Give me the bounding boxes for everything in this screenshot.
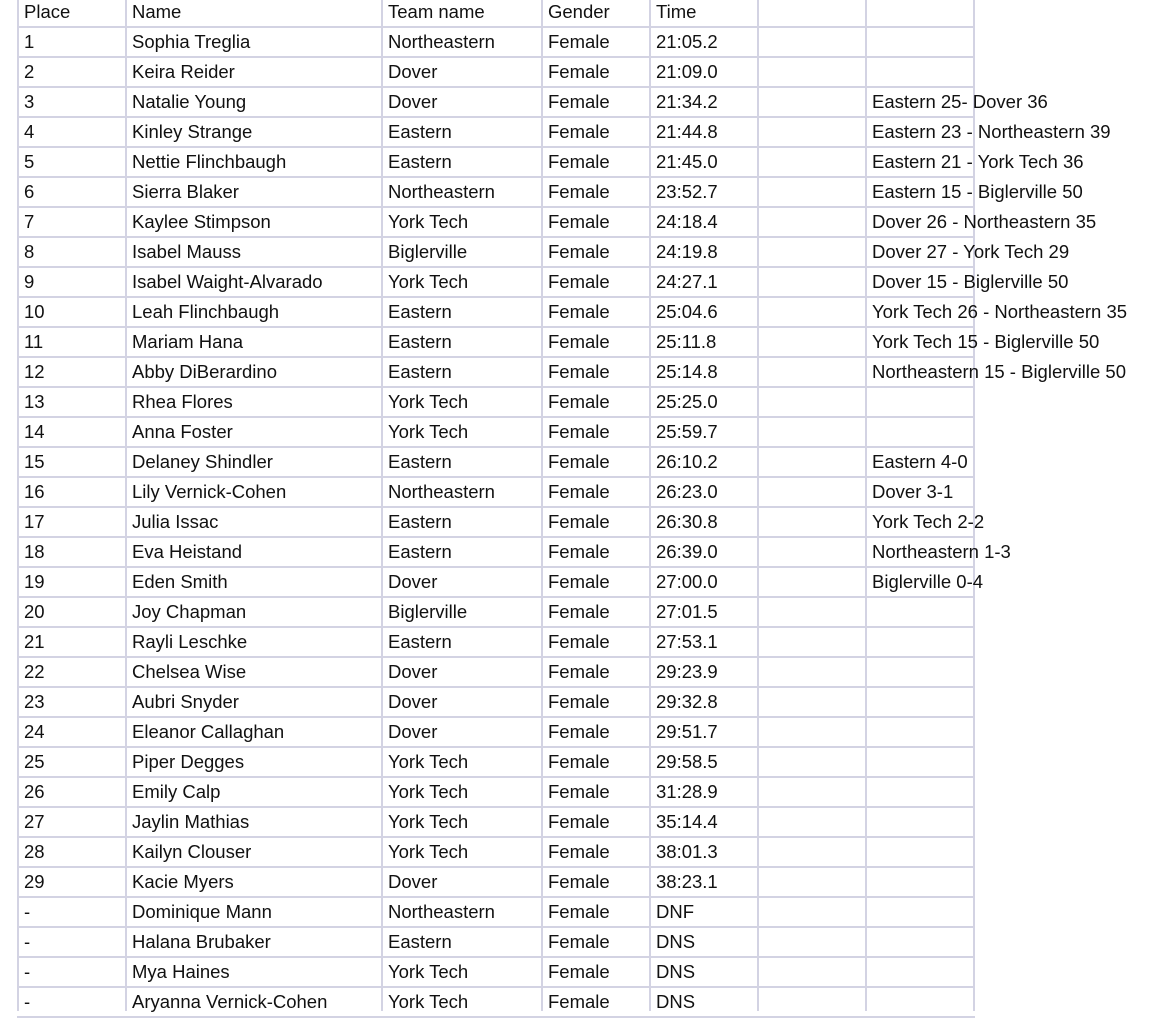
cell-extra[interactable] — [758, 147, 764, 177]
cell-team-name[interactable]: Dover — [388, 871, 438, 892]
cell-place[interactable]: 28 — [24, 841, 45, 862]
header-cell-extra[interactable] — [758, 0, 764, 27]
cell-place[interactable]: 7 — [24, 211, 35, 232]
cell-summary[interactable] — [866, 747, 872, 777]
cell-gender[interactable]: Female — [548, 541, 610, 562]
cell-team-name[interactable]: Dover — [388, 721, 438, 742]
cell-name[interactable]: Joy Chapman — [132, 601, 247, 622]
cell-name[interactable]: Isabel Mauss — [132, 241, 241, 262]
cell-extra[interactable] — [758, 867, 764, 897]
cell-extra[interactable] — [758, 657, 764, 687]
cell-team-name[interactable]: Northeastern — [388, 901, 495, 922]
cell-summary[interactable] — [866, 57, 872, 87]
cell-team-name[interactable]: York Tech — [388, 991, 469, 1012]
cell-time[interactable]: 29:51.7 — [656, 721, 718, 742]
cell-place[interactable]: 24 — [24, 721, 45, 742]
header-cell-team-name[interactable]: Team name — [388, 1, 485, 22]
cell-team-name[interactable]: York Tech — [388, 961, 469, 982]
cell-extra[interactable] — [758, 117, 764, 147]
cell-gender[interactable]: Female — [548, 391, 610, 412]
cell-summary[interactable] — [866, 657, 872, 687]
cell-team-name[interactable]: Eastern — [388, 631, 452, 652]
cell-name[interactable]: Chelsea Wise — [132, 661, 247, 682]
cell-place[interactable]: 11 — [24, 331, 44, 352]
cell-gender[interactable]: Female — [548, 451, 610, 472]
cell-time[interactable]: DNS — [656, 991, 696, 1012]
cell-summary[interactable] — [866, 987, 872, 1017]
cell-name[interactable]: Aubri Snyder — [132, 691, 239, 712]
cell-gender[interactable]: Female — [548, 61, 610, 82]
cell-extra[interactable] — [758, 537, 764, 567]
cell-gender[interactable]: Female — [548, 991, 610, 1012]
cell-place[interactable]: 17 — [24, 511, 45, 532]
cell-extra[interactable] — [758, 207, 764, 237]
cell-name[interactable]: Leah Flinchbaugh — [132, 301, 280, 322]
header-cell-name[interactable]: Name — [132, 1, 182, 22]
cell-name[interactable]: Piper Degges — [132, 751, 245, 772]
cell-place[interactable]: 1 — [24, 31, 35, 52]
cell-gender[interactable]: Female — [548, 691, 610, 712]
cell-time[interactable]: DNF — [656, 901, 695, 922]
cell-summary[interactable] — [866, 27, 872, 57]
cell-extra[interactable] — [758, 417, 764, 447]
cell-place[interactable]: 21 — [24, 631, 45, 652]
cell-summary[interactable] — [866, 957, 872, 987]
cell-place[interactable]: 12 — [24, 361, 45, 382]
cell-team-name[interactable]: Eastern — [388, 541, 452, 562]
cell-summary[interactable] — [866, 597, 872, 627]
cell-place[interactable]: - — [24, 961, 31, 982]
cell-extra[interactable] — [758, 267, 764, 297]
cell-gender[interactable]: Female — [548, 361, 610, 382]
cell-extra[interactable] — [758, 837, 764, 867]
cell-name[interactable]: Kaylee Stimpson — [132, 211, 271, 232]
cell-gender[interactable]: Female — [548, 481, 610, 502]
header-cell-time[interactable]: Time — [656, 1, 697, 22]
cell-gender[interactable]: Female — [548, 901, 610, 922]
cell-gender[interactable]: Female — [548, 421, 610, 442]
cell-team-name[interactable]: Eastern — [388, 511, 452, 532]
cell-summary[interactable]: Biglerville 0-4 — [872, 571, 984, 592]
cell-extra[interactable] — [758, 57, 764, 87]
cell-place[interactable]: 15 — [24, 451, 45, 472]
cell-summary[interactable]: York Tech 26 - Northeastern 35 — [872, 301, 1128, 322]
cell-team-name[interactable]: Dover — [388, 61, 438, 82]
cell-time[interactable]: 25:59.7 — [656, 421, 718, 442]
cell-place[interactable]: 8 — [24, 241, 35, 262]
cell-place[interactable]: 9 — [24, 271, 35, 292]
cell-extra[interactable] — [758, 747, 764, 777]
cell-gender[interactable]: Female — [548, 661, 610, 682]
cell-team-name[interactable]: York Tech — [388, 421, 469, 442]
cell-gender[interactable]: Female — [548, 511, 610, 532]
cell-place[interactable]: 25 — [24, 751, 45, 772]
cell-time[interactable]: 21:45.0 — [656, 151, 718, 172]
cell-time[interactable]: 26:39.0 — [656, 541, 718, 562]
cell-extra[interactable] — [758, 927, 764, 957]
cell-time[interactable]: 25:14.8 — [656, 361, 718, 382]
cell-name[interactable]: Lily Vernick-Cohen — [132, 481, 287, 502]
cell-gender[interactable]: Female — [548, 181, 610, 202]
cell-extra[interactable] — [758, 297, 764, 327]
cell-summary[interactable] — [866, 627, 872, 657]
cell-place[interactable]: 13 — [24, 391, 45, 412]
cell-time[interactable]: 25:25.0 — [656, 391, 718, 412]
cell-team-name[interactable]: Eastern — [388, 331, 452, 352]
cell-place[interactable]: 23 — [24, 691, 45, 712]
cell-extra[interactable] — [758, 327, 764, 357]
cell-summary[interactable]: York Tech 15 - Biglerville 50 — [872, 331, 1100, 352]
cell-place[interactable]: - — [24, 991, 31, 1012]
cell-team-name[interactable]: York Tech — [388, 391, 469, 412]
cell-time[interactable]: 29:32.8 — [656, 691, 718, 712]
cell-time[interactable]: 38:23.1 — [656, 871, 718, 892]
cell-name[interactable]: Sophia Treglia — [132, 31, 251, 52]
cell-time[interactable]: 21:34.2 — [656, 91, 718, 112]
cell-place[interactable]: 18 — [24, 541, 45, 562]
cell-extra[interactable] — [758, 777, 764, 807]
cell-time[interactable]: 24:27.1 — [656, 271, 718, 292]
cell-name[interactable]: Anna Foster — [132, 421, 233, 442]
cell-time[interactable]: 35:14.4 — [656, 811, 718, 832]
cell-name[interactable]: Dominique Mann — [132, 901, 272, 922]
cell-time[interactable]: 21:05.2 — [656, 31, 718, 52]
cell-place[interactable]: 19 — [24, 571, 45, 592]
cell-place[interactable]: 4 — [24, 121, 35, 142]
cell-summary[interactable]: Dover 26 - Northeastern 35 — [872, 211, 1097, 232]
cell-name[interactable]: Eva Heistand — [132, 541, 243, 562]
cell-team-name[interactable]: Dover — [388, 691, 438, 712]
cell-summary[interactable]: Eastern 21 - York Tech 36 — [872, 151, 1084, 172]
cell-name[interactable]: Delaney Shindler — [132, 451, 273, 472]
cell-place[interactable]: 6 — [24, 181, 35, 202]
cell-summary[interactable] — [866, 687, 872, 717]
cell-gender[interactable]: Female — [548, 871, 610, 892]
cell-extra[interactable] — [758, 507, 764, 537]
cell-name[interactable]: Emily Calp — [132, 781, 221, 802]
cell-name[interactable]: Kailyn Clouser — [132, 841, 252, 862]
cell-name[interactable]: Sierra Blaker — [132, 181, 239, 202]
cell-time[interactable]: 23:52.7 — [656, 181, 718, 202]
cell-name[interactable]: Eleanor Callaghan — [132, 721, 285, 742]
cell-place[interactable]: 5 — [24, 151, 35, 172]
cell-time[interactable]: DNS — [656, 931, 696, 952]
cell-name[interactable]: Nettie Flinchbaugh — [132, 151, 287, 172]
cell-summary[interactable]: Northeastern 15 - Biglerville 50 — [872, 361, 1126, 382]
cell-gender[interactable]: Female — [548, 91, 610, 112]
cell-summary[interactable] — [866, 717, 872, 747]
cell-summary[interactable] — [866, 807, 872, 837]
cell-summary[interactable] — [866, 897, 872, 927]
cell-extra[interactable] — [758, 627, 764, 657]
cell-summary[interactable] — [866, 927, 872, 957]
header-cell-summary[interactable] — [866, 0, 872, 27]
cell-team-name[interactable]: Eastern — [388, 361, 452, 382]
cell-time[interactable]: 21:09.0 — [656, 61, 718, 82]
cell-place[interactable]: 16 — [24, 481, 45, 502]
cell-team-name[interactable]: Biglerville — [388, 601, 468, 622]
cell-place[interactable]: 10 — [24, 301, 45, 322]
cell-summary[interactable]: Eastern 4-0 — [872, 451, 968, 472]
cell-place[interactable]: 3 — [24, 91, 35, 112]
cell-team-name[interactable]: Northeastern — [388, 181, 495, 202]
cell-summary[interactable] — [866, 837, 872, 867]
cell-team-name[interactable]: Eastern — [388, 931, 452, 952]
cell-extra[interactable] — [758, 597, 764, 627]
cell-place[interactable]: 29 — [24, 871, 45, 892]
cell-place[interactable]: 20 — [24, 601, 45, 622]
cell-name[interactable]: Isabel Waight-Alvarado — [132, 271, 323, 292]
cell-team-name[interactable]: Eastern — [388, 451, 452, 472]
cell-summary[interactable]: Eastern 15 - Biglerville 50 — [872, 181, 1083, 202]
cell-gender[interactable]: Female — [548, 241, 610, 262]
cell-gender[interactable]: Female — [548, 571, 610, 592]
cell-gender[interactable]: Female — [548, 211, 610, 232]
cell-summary[interactable]: York Tech 2-2 — [872, 511, 985, 532]
cell-team-name[interactable]: Dover — [388, 661, 438, 682]
cell-place[interactable]: 22 — [24, 661, 45, 682]
cell-time[interactable]: 27:00.0 — [656, 571, 718, 592]
cell-team-name[interactable]: York Tech — [388, 271, 469, 292]
cell-extra[interactable] — [758, 357, 764, 387]
cell-place[interactable]: 26 — [24, 781, 45, 802]
cell-gender[interactable]: Female — [548, 781, 610, 802]
cell-time[interactable]: DNS — [656, 961, 696, 982]
cell-name[interactable]: Eden Smith — [132, 571, 228, 592]
cell-extra[interactable] — [758, 387, 764, 417]
cell-gender[interactable]: Female — [548, 961, 610, 982]
cell-gender[interactable]: Female — [548, 601, 610, 622]
cell-name[interactable]: Aryanna Vernick-Cohen — [132, 991, 328, 1012]
cell-name[interactable]: Abby DiBerardino — [132, 361, 277, 382]
cell-time[interactable]: 26:30.8 — [656, 511, 718, 532]
cell-summary[interactable]: Eastern 25- Dover 36 — [872, 91, 1048, 112]
cell-name[interactable]: Keira Reider — [132, 61, 235, 82]
cell-place[interactable]: 14 — [24, 421, 45, 442]
cell-extra[interactable] — [758, 177, 764, 207]
cell-time[interactable]: 21:44.8 — [656, 121, 718, 142]
cell-summary[interactable]: Dover 15 - Biglerville 50 — [872, 271, 1069, 292]
cell-place[interactable]: 2 — [24, 61, 35, 82]
cell-team-name[interactable]: York Tech — [388, 211, 469, 232]
cell-team-name[interactable]: Dover — [388, 571, 438, 592]
cell-summary[interactable]: Eastern 23 - Northeastern 39 — [872, 121, 1111, 142]
cell-team-name[interactable]: Eastern — [388, 151, 452, 172]
cell-time[interactable]: 26:10.2 — [656, 451, 718, 472]
cell-place[interactable]: 27 — [24, 811, 45, 832]
cell-time[interactable]: 38:01.3 — [656, 841, 718, 862]
header-cell-gender[interactable]: Gender — [548, 1, 610, 22]
cell-gender[interactable]: Female — [548, 31, 610, 52]
cell-summary[interactable]: Dover 27 - York Tech 29 — [872, 241, 1070, 262]
cell-gender[interactable]: Female — [548, 151, 610, 172]
cell-name[interactable]: Rayli Leschke — [132, 631, 248, 652]
cell-time[interactable]: 27:53.1 — [656, 631, 718, 652]
cell-gender[interactable]: Female — [548, 721, 610, 742]
cell-extra[interactable] — [758, 87, 764, 117]
cell-name[interactable]: Halana Brubaker — [132, 931, 271, 952]
cell-team-name[interactable]: York Tech — [388, 751, 469, 772]
cell-gender[interactable]: Female — [548, 751, 610, 772]
cell-team-name[interactable]: York Tech — [388, 811, 469, 832]
cell-extra[interactable] — [758, 27, 764, 57]
cell-summary[interactable]: Dover 3-1 — [872, 481, 954, 502]
cell-team-name[interactable]: York Tech — [388, 841, 469, 862]
cell-team-name[interactable]: Northeastern — [388, 31, 495, 52]
cell-time[interactable]: 26:23.0 — [656, 481, 718, 502]
cell-team-name[interactable]: York Tech — [388, 781, 469, 802]
cell-name[interactable]: Mya Haines — [132, 961, 230, 982]
cell-name[interactable]: Jaylin Mathias — [132, 811, 250, 832]
cell-name[interactable]: Natalie Young — [132, 91, 247, 112]
cell-extra[interactable] — [758, 807, 764, 837]
cell-time[interactable]: 24:19.8 — [656, 241, 718, 262]
cell-gender[interactable]: Female — [548, 811, 610, 832]
cell-extra[interactable] — [758, 477, 764, 507]
cell-gender[interactable]: Female — [548, 301, 610, 322]
cell-gender[interactable]: Female — [548, 931, 610, 952]
cell-summary[interactable] — [866, 777, 872, 807]
cell-time[interactable]: 31:28.9 — [656, 781, 718, 802]
cell-extra[interactable] — [758, 897, 764, 927]
cell-team-name[interactable]: Dover — [388, 91, 438, 112]
cell-summary[interactable] — [866, 867, 872, 897]
cell-time[interactable]: 29:23.9 — [656, 661, 718, 682]
header-cell-place[interactable]: Place — [24, 1, 71, 22]
cell-extra[interactable] — [758, 957, 764, 987]
cell-name[interactable]: Rhea Flores — [132, 391, 233, 412]
cell-name[interactable]: Kacie Myers — [132, 871, 234, 892]
cell-gender[interactable]: Female — [548, 841, 610, 862]
cell-team-name[interactable]: Northeastern — [388, 481, 495, 502]
cell-name[interactable]: Julia Issac — [132, 511, 219, 532]
cell-gender[interactable]: Female — [548, 121, 610, 142]
cell-team-name[interactable]: Eastern — [388, 121, 452, 142]
cell-summary[interactable]: Northeastern 1-3 — [872, 541, 1011, 562]
cell-summary[interactable] — [866, 417, 872, 447]
cell-team-name[interactable]: Biglerville — [388, 241, 468, 262]
cell-place[interactable]: - — [24, 931, 31, 952]
cell-time[interactable]: 29:58.5 — [656, 751, 718, 772]
cell-time[interactable]: 25:11.8 — [656, 331, 717, 352]
cell-team-name[interactable]: Eastern — [388, 301, 452, 322]
cell-name[interactable]: Kinley Strange — [132, 121, 253, 142]
cell-gender[interactable]: Female — [548, 631, 610, 652]
cell-time[interactable]: 24:18.4 — [656, 211, 718, 232]
cell-extra[interactable] — [758, 447, 764, 477]
cell-gender[interactable]: Female — [548, 331, 610, 352]
cell-extra[interactable] — [758, 237, 764, 267]
cell-extra[interactable] — [758, 687, 764, 717]
cell-extra[interactable] — [758, 717, 764, 747]
cell-time[interactable]: 25:04.6 — [656, 301, 718, 322]
cell-extra[interactable] — [758, 567, 764, 597]
cell-name[interactable]: Mariam Hana — [132, 331, 244, 352]
cell-time[interactable]: 27:01.5 — [656, 601, 718, 622]
cell-summary[interactable] — [866, 387, 872, 417]
cell-gender[interactable]: Female — [548, 271, 610, 292]
cell-extra[interactable] — [758, 987, 764, 1017]
cell-place[interactable]: - — [24, 901, 31, 922]
